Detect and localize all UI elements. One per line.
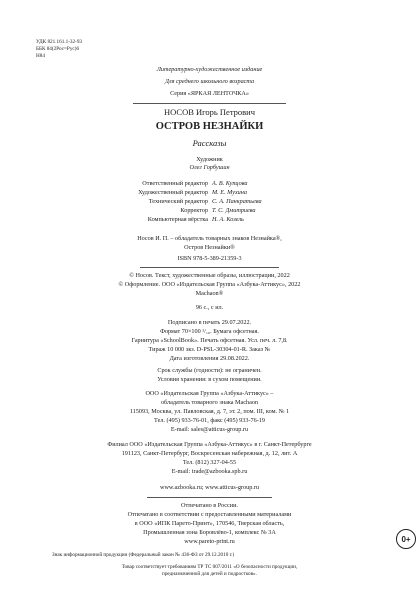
- websites: www.azbooka.ru; www.atticus-group.ru: [159, 484, 260, 491]
- branch-line: Тел. (812) 327-04-55: [182, 459, 237, 466]
- editor-name: А. В. Купцова: [212, 180, 248, 187]
- catalog-line: Остров Незнайки®: [184, 244, 235, 251]
- author: НОСОВ Игорь Петрович: [164, 107, 255, 117]
- branch-line: 191123, Санкт-Петербург, Воскресенская набережная, д. 12, лит. А: [121, 450, 298, 457]
- divider: [140, 267, 279, 268]
- footnote: Товар соответствует требованиям ТР ТС 007/2011 «О безопасности продукции,: [121, 564, 298, 570]
- illustrator-label: Художник: [196, 156, 223, 163]
- book-title: ОСТРОВ НЕЗНАЙКИ: [155, 121, 264, 132]
- footnote: Знак информационной продукции (Федеральный закон № 436-ФЗ от 29.12.2010 г.): [52, 552, 235, 558]
- editor-role: Художественный редактор: [138, 189, 208, 196]
- udk-code: УДК 821.161.1-32-93: [36, 39, 83, 45]
- print-spec: Формат 70×100 ¹/₁₆. Бумага офсетная.: [160, 328, 259, 335]
- illustrator-name: Олег Горбушин: [189, 164, 230, 171]
- editor-role: Компьютерная вёрстка: [147, 216, 208, 223]
- divider: [133, 103, 286, 104]
- isbn: ISBN 978-5-389-21359-3: [177, 255, 242, 262]
- print-spec: Срок службы (годности): не ограничен.: [157, 367, 262, 374]
- editor-name: Т. С. Дмитриева: [212, 207, 256, 214]
- publisher-line: ООО «Издательская Группа «Азбука-Аттикус» –: [145, 390, 274, 397]
- book-subtitle: Рассказы: [192, 138, 227, 148]
- print-spec: Подписано в печать 29.07.2022.: [167, 319, 252, 326]
- printed-line: Отпечатано в России.: [181, 502, 238, 509]
- author-mark: Н84: [36, 53, 45, 59]
- publisher-line: E-mail: sales@atticus-group.ru: [170, 426, 249, 433]
- edition-type: Литературно-художественное издание: [156, 66, 263, 73]
- editor-name: М. Е. Мухина: [212, 189, 247, 196]
- bbk-code: ББК 84(2Рос=Рус)6: [36, 46, 80, 52]
- printed-line: Промышленная зона Боровлёво-1, комплекс № 3А: [143, 529, 276, 536]
- branch-line: E-mail: trade@azbooka.spb.ru: [171, 468, 248, 475]
- page-count: 96 с., с ил.: [195, 304, 224, 311]
- printed-line: www.pareto-print.ru: [184, 538, 235, 545]
- printed-line: в ООО «ИПК Парето-Принт», 170546, Тверская область,: [134, 520, 285, 527]
- catalog-line: Носов И. П. – обладатель товарных знаков Незнайка®,: [137, 235, 282, 242]
- footnote: предназначенной для детей и подростков».: [162, 571, 257, 577]
- age-rating-badge: 0+: [396, 529, 416, 549]
- branch-line: Филиал ООО «Издательская Группа «Азбука-Аттикус» в г. Санкт-Петербурге: [107, 441, 312, 448]
- publisher-line: обладатель товарного знака Machaon: [160, 399, 259, 406]
- print-spec: Дата изготовления 29.08.2022.: [169, 355, 250, 362]
- publisher-line: Тел. (495) 933-76-01, факс (495) 933-76-19: [154, 417, 265, 424]
- copyright-line: Machaon®: [195, 290, 224, 297]
- publisher-line: 115093, Москва, ул. Павловская, д. 7, эт. 2, пом. III, ком. № 1: [129, 408, 290, 415]
- editor-role: Корректор: [180, 207, 208, 214]
- editor-name: Н. А. Козель: [212, 216, 244, 223]
- print-spec: Тираж 10 000 экз. D-PSL-30304-01-R. Заказ №: [148, 346, 271, 353]
- editor-role: Ответственный редактор: [142, 180, 208, 187]
- copyright-line: © Носов. Текст, художественные образы, иллюстрации, 2022: [129, 272, 290, 279]
- print-spec: Условия хранения: в сухом помещении.: [157, 376, 262, 383]
- printed-line: Отпечатано в соответствии с предоставленными материалами: [127, 511, 292, 518]
- divider: [147, 497, 272, 498]
- print-spec: Гарнитура «SchoolBook». Печать офсетная. Усл. печ. л. 7,8.: [131, 337, 288, 344]
- editor-name: С. А. Панкратьева: [212, 198, 262, 205]
- series: Серия «ЯРКАЯ ЛЕНТОЧКА»: [170, 90, 249, 97]
- copyright-line: © Оформление. ООО «Издательская Группа «Азбука-Аттикус», 2022: [118, 281, 301, 288]
- editor-role: Технический редактор: [148, 198, 208, 205]
- audience: Для среднего школьного возраста: [164, 78, 255, 85]
